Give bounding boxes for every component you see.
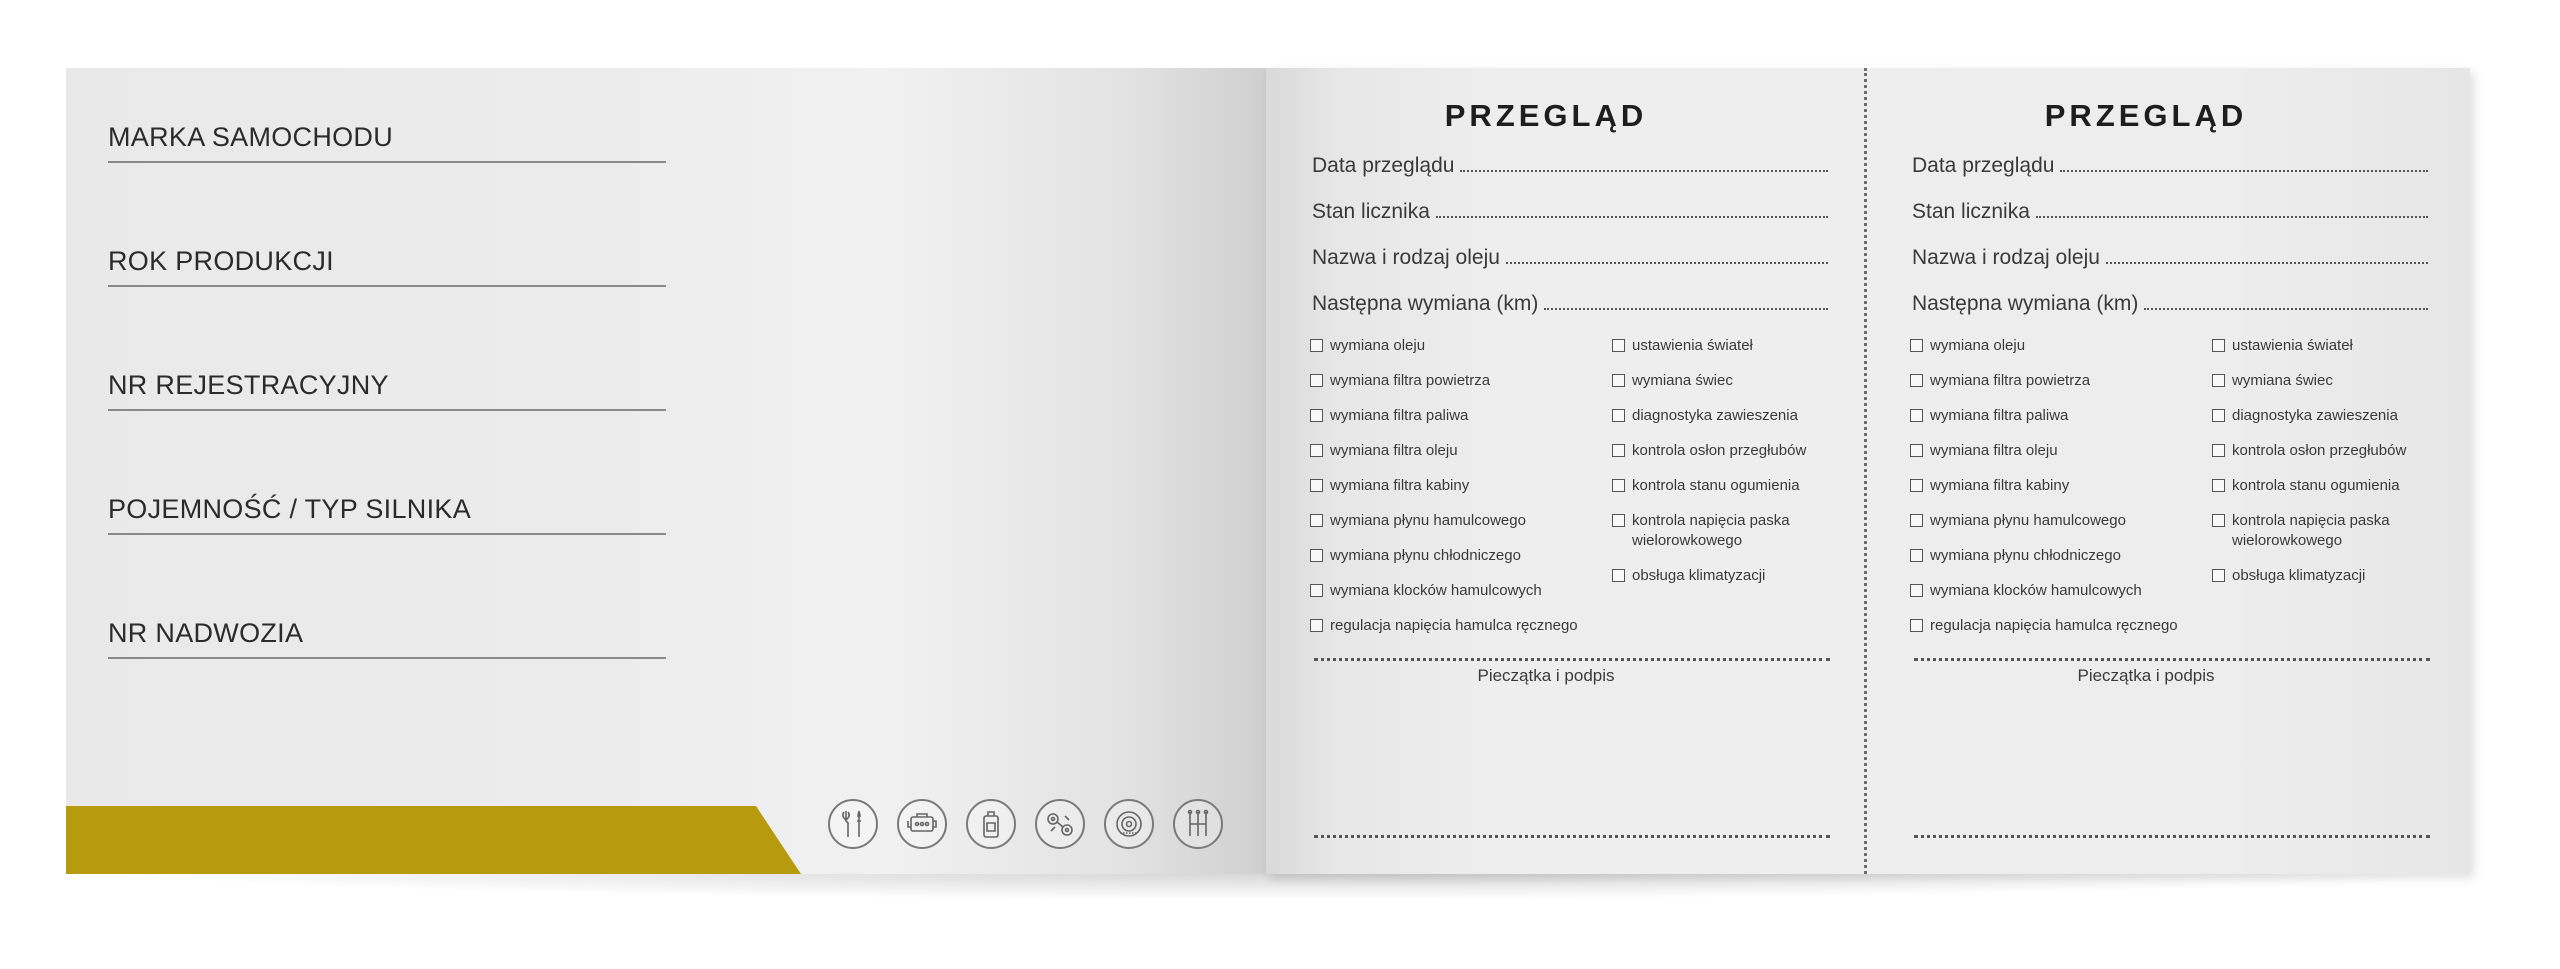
right-page [1266, 68, 2470, 874]
checkbox[interactable] [2212, 514, 2225, 527]
checkbox[interactable] [1910, 339, 1923, 352]
checkbox[interactable] [1910, 549, 1923, 562]
field-engine-type[interactable] [108, 494, 666, 535]
odometer-field[interactable] [1312, 200, 1828, 224]
checkbox[interactable] [1910, 479, 1923, 492]
checkbox[interactable] [1612, 479, 1625, 492]
checkbox[interactable] [1910, 374, 1923, 387]
checkbox[interactable] [1310, 444, 1323, 457]
checklist-item[interactable]: wymiana filtra paliwa [1910, 406, 2210, 426]
checklist-left-column [1910, 336, 2210, 651]
gold-accent-band [66, 806, 801, 874]
checkbox[interactable] [1910, 514, 1923, 527]
checklist-item[interactable]: wymiana filtra paliwa [1310, 406, 1610, 426]
next-change-field[interactable] [1312, 292, 1828, 316]
checkbox[interactable] [2212, 339, 2225, 352]
checklist-item[interactable]: wymiana klocków hamulcowych [1910, 581, 2210, 601]
engine-icon [897, 799, 947, 849]
checklist-item[interactable]: kontrola osłon przegłubów [2212, 441, 2427, 461]
signature-line-top [1314, 658, 1830, 661]
checkbox[interactable] [1910, 444, 1923, 457]
checklist-item[interactable]: kontrola stanu ogumienia [1612, 476, 1827, 496]
checkbox[interactable] [1310, 374, 1323, 387]
section-title: PRZEGLĄD [1444, 98, 1648, 133]
checklist-item[interactable]: regulacja napięcia hamulca ręcznego [1310, 616, 1610, 636]
checklist-item[interactable]: wymiana płynu hamulcowego [1910, 511, 2210, 531]
wrench-screwdriver-icon [828, 799, 878, 849]
line-label: Następna wymiana (km) [1912, 292, 2139, 315]
checklist-left-column [1310, 336, 1610, 651]
field-vin[interactable] [108, 618, 666, 659]
checkbox[interactable] [2212, 569, 2225, 582]
inspection-date-field[interactable] [1312, 154, 1828, 178]
checkbox[interactable] [1310, 479, 1323, 492]
field-label: ROK PRODUKCJI [108, 246, 334, 276]
line-label: Nazwa i rodzaj oleju [1912, 246, 2100, 269]
left-page [66, 68, 1266, 874]
checklist-item[interactable]: wymiana filtra kabiny [1910, 476, 2210, 496]
checkbox[interactable] [2212, 444, 2225, 457]
checklist-item[interactable]: diagnostyka zawieszenia [2212, 406, 2427, 426]
signature-label: Pieczątka i podpis [2077, 666, 2215, 685]
checkbox[interactable] [2212, 409, 2225, 422]
field-label: POJEMNOŚĆ / TYP SILNIKA [108, 494, 472, 524]
checkbox[interactable] [1612, 514, 1625, 527]
field-production-year[interactable] [108, 246, 666, 287]
gear-shift-icon [1173, 799, 1223, 849]
checkbox[interactable] [1310, 584, 1323, 597]
oil-type-field[interactable] [1312, 246, 1828, 270]
checklist-item[interactable]: wymiana filtra powietrza [1910, 371, 2210, 391]
line-label: Data przeglądu [1312, 154, 1455, 177]
checklist-item[interactable]: wymiana świec [2212, 371, 2427, 391]
field-label: NR NADWOZIA [108, 618, 304, 648]
checkbox[interactable] [1310, 619, 1323, 632]
signature-label: Pieczątka i podpis [1477, 666, 1615, 685]
checkbox[interactable] [1310, 409, 1323, 422]
checkbox[interactable] [1910, 584, 1923, 597]
line-label: Stan licznika [1912, 200, 2030, 223]
checklist-item[interactable]: diagnostyka zawieszenia [1612, 406, 1827, 426]
suspension-icon [1035, 799, 1085, 849]
checkbox[interactable] [1612, 409, 1625, 422]
checklist-item[interactable]: kontrola napięcia paska wielorowkowego [2212, 511, 2427, 551]
checkbox[interactable] [1612, 444, 1625, 457]
checklist-right-column [1612, 336, 1827, 601]
checklist-item[interactable]: kontrola napięcia paska wielorowkowego [1612, 511, 1827, 551]
checklist-item[interactable]: regulacja napięcia hamulca ręcznego [1910, 616, 2210, 636]
checklist-item[interactable]: kontrola osłon przegłubów [1612, 441, 1827, 461]
checklist-item[interactable]: wymiana płynu hamulcowego [1310, 511, 1610, 531]
oil-type-field[interactable] [1912, 246, 2428, 270]
checkbox[interactable] [1310, 549, 1323, 562]
signature-line[interactable] [1914, 835, 2430, 838]
checklist-item[interactable]: wymiana filtra powietrza [1310, 371, 1610, 391]
next-change-field[interactable] [1912, 292, 2428, 316]
checkbox[interactable] [1612, 374, 1625, 387]
line-label: Data przeglądu [1912, 154, 2055, 177]
service-icons-row [828, 799, 1223, 853]
checkbox[interactable] [1310, 514, 1323, 527]
brake-disc-icon [1104, 799, 1154, 849]
line-label: Stan licznika [1312, 200, 1430, 223]
line-label: Nazwa i rodzaj oleju [1312, 246, 1500, 269]
checkbox[interactable] [1310, 339, 1323, 352]
checklist-item[interactable]: wymiana płynu chłodniczego [1310, 546, 1610, 566]
oil-bottle-icon [966, 799, 1016, 849]
checklist-item[interactable]: ustawienia świateł [1612, 336, 1827, 356]
line-label: Następna wymiana (km) [1312, 292, 1539, 315]
odometer-field[interactable] [1912, 200, 2428, 224]
checklist-item[interactable]: wymiana klocków hamulcowych [1310, 581, 1610, 601]
field-car-brand[interactable] [108, 122, 666, 163]
checklist-item[interactable]: ustawienia świateł [2212, 336, 2427, 356]
checklist-item[interactable]: wymiana oleju [1910, 336, 2210, 356]
field-label: NR REJESTRACYJNY [108, 370, 389, 400]
inspection-date-field[interactable] [1912, 154, 2428, 178]
checklist-right-column [2212, 336, 2427, 601]
checklist-item[interactable]: kontrola stanu ogumienia [2212, 476, 2427, 496]
checkbox[interactable] [1612, 569, 1625, 582]
checklist-item[interactable]: wymiana płynu chłodniczego [1910, 546, 2210, 566]
checkbox[interactable] [2212, 374, 2225, 387]
checklist-item[interactable]: wymiana filtra oleju [1910, 441, 2210, 461]
checklist-item[interactable]: wymiana filtra kabiny [1310, 476, 1610, 496]
field-label: MARKA SAMOCHODU [108, 122, 394, 152]
signature-line[interactable] [1314, 835, 1830, 838]
checkbox[interactable] [1910, 409, 1923, 422]
checklist-item[interactable]: wymiana świec [1612, 371, 1827, 391]
checkbox[interactable] [2212, 479, 2225, 492]
checklist-item[interactable]: obsługa klimatyzacji [1612, 566, 1827, 586]
field-registration-number[interactable] [108, 370, 666, 411]
section-title: PRZEGLĄD [2044, 98, 2248, 133]
checkbox[interactable] [1910, 619, 1923, 632]
checklist-item[interactable]: wymiana filtra oleju [1310, 441, 1610, 461]
signature-line-top [1914, 658, 2430, 661]
checkbox[interactable] [1612, 339, 1625, 352]
checklist-item[interactable]: obsługa klimatyzacji [2212, 566, 2427, 586]
dotted-cut-line [1864, 68, 1867, 874]
checklist-item[interactable]: wymiana oleju [1310, 336, 1610, 356]
